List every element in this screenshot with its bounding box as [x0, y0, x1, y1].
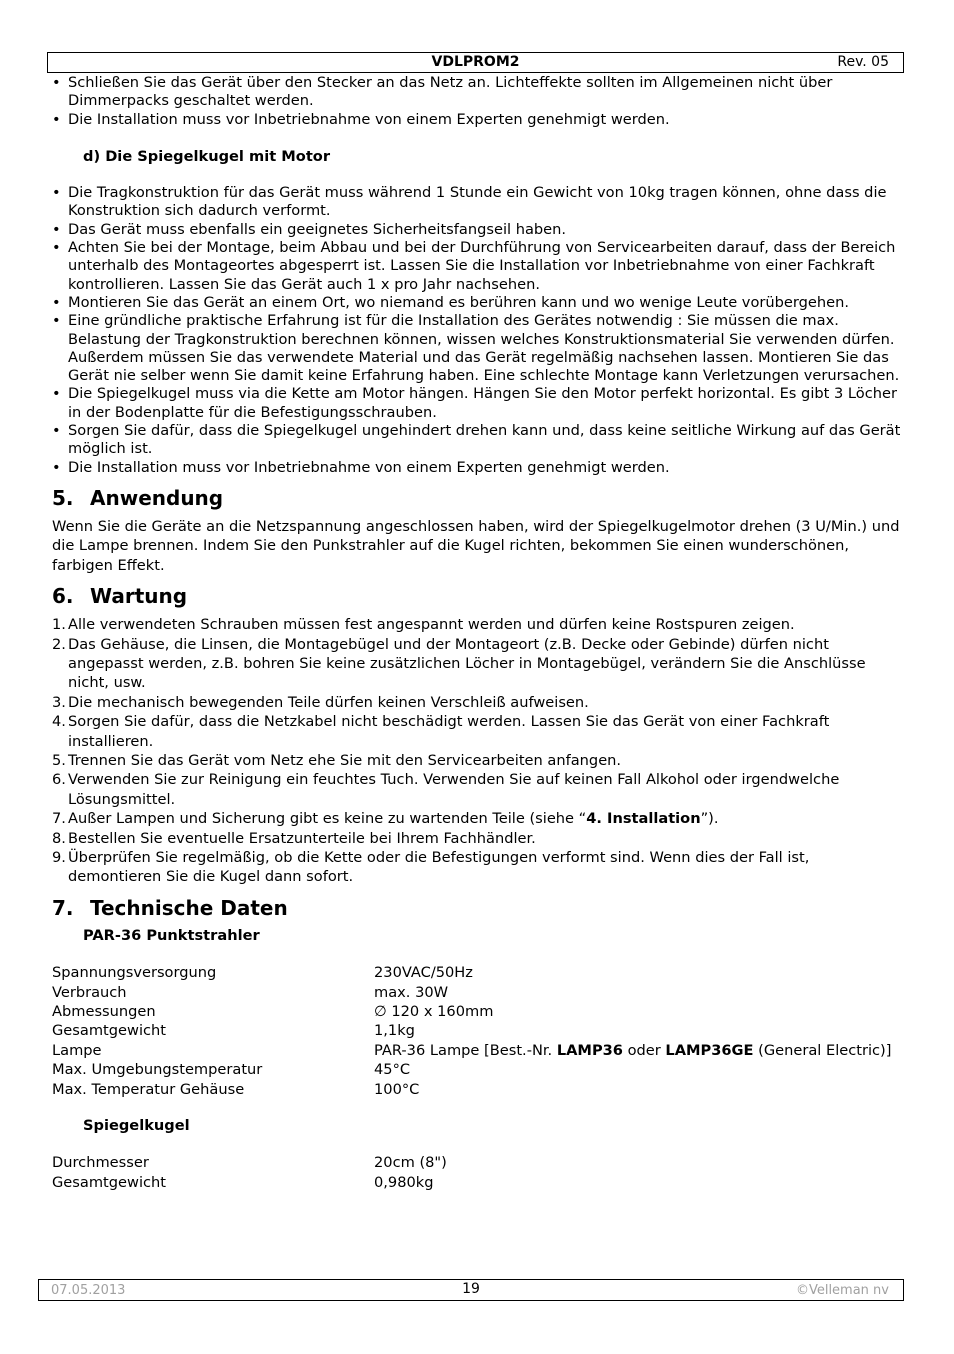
- list-item: • Sorgen Sie dafür, dass die Spiegelkugel ungehindert drehen kann und, dass keine seitliche Wirkung auf das Gerät möglich ist.: [52, 422, 904, 459]
- table-row: Durchmesser 20cm (8"): [52, 1154, 447, 1172]
- list-item: 6. Verwenden Sie zur Reinigung ein feuchtes Tuch. Verwenden Sie auf keinen Fall Alkohol oder irgendwelche Lösungsmittel.: [52, 771, 840, 808]
- section-number: 5.: [52, 485, 74, 510]
- section-paragraph: Wenn Sie die Geräte an die Netzspannung angeschlossen haben, wird der Spiegelkugelmotor drehen (3 U/Min.) und die Lampe brennen. Indem Sie den Punkstrahler auf die Kugel richten, bekommen Sie einen wunderschönen, farbigen Effekt.: [52, 517, 900, 574]
- list-item: • Das Gerät muss ebenfalls ein geeignetes Sicherheitsfangseil haben.: [52, 221, 904, 239]
- table-row: Verbrauch max. 30W: [52, 983, 449, 1001]
- section-title: Wartung: [90, 584, 188, 609]
- document-body: [52, 74, 904, 1200]
- list-item: • Die Tragkonstruktion für das Gerät muss während 1 Stunde ein Gewicht von 10kg tragen können, ohne dass die Konstruktion sich dadurch verformt.: [52, 184, 904, 221]
- list-item: 9. Überprüfen Sie regelmäßig, ob die Kette oder die Befestigungen verformt sind. Wenn dies der Fall ist, demontieren Sie die Kugel dann sofort.: [52, 849, 810, 886]
- list-item: 8. Bestellen Sie eventuelle Ersatzunterteile bei Ihrem Fachhändler.: [52, 829, 536, 847]
- spec-table-par36: [52, 963, 904, 1099]
- list-item: 5. Trennen Sie das Gerät vom Netz ehe Sie mit den Servicearbeiten anfangen.: [52, 752, 622, 769]
- section-heading-anwendung: [52, 485, 904, 511]
- list-item: 1. Alle verwendeten Schrauben müssen fest angespannt werden und dürfen keine Rostspuren zeigen.: [52, 616, 795, 634]
- page-footer: [38, 1279, 904, 1301]
- list-item: • Eine gründliche praktische Erfahrung ist für die Installation des Gerätes notwendig : Sie müssen die max. Belastung der Tragkonstruktion berechnen können, wissen welches Konstruktionsmaterial Sie verwenden dürfen. Außerdem müssen Sie das verwendete Material und das Gerät regelmäßig nachsehen lassen. Montieren Sie das Gerät nie selber wenn Sie damit keine Erfahrung haben. Eine schlechte Montage kann Verletzungen verursachen.: [52, 312, 904, 385]
- list-item: 3. Die mechanisch bewegenden Teile dürfen keinen Verschleiß aufweisen.: [52, 693, 589, 711]
- footer-date: 07.05.2013: [51, 1283, 126, 1298]
- part-number: LAMP36GE: [665, 1041, 754, 1059]
- section-heading-wartung: [52, 583, 904, 609]
- table-row: Abmessungen ∅ 120 x 160mm: [52, 1002, 494, 1020]
- list-item: • Schließen Sie das Gerät über den Stecker an das Netz an. Lichteffekte sollten im Allgemeinen nicht über Dimmerpacks geschaltet werden.: [52, 74, 904, 111]
- page-header: [47, 52, 904, 73]
- spec-subheading-par36: PAR-36 Punktstrahler: [83, 926, 260, 944]
- spec-subheading-mirrorball: Spiegelkugel: [83, 1116, 190, 1134]
- table-row: Max. Temperatur Gehäuse 100°C: [52, 1080, 420, 1098]
- table-row: Max. Umgebungstemperatur 45°C: [52, 1061, 411, 1079]
- table-row: Gesamtgewicht 0,980kg: [52, 1173, 434, 1191]
- subsection-heading: d) Die Spiegelkugel mit Motor: [83, 147, 331, 165]
- part-number: LAMP36: [556, 1041, 623, 1059]
- list-item: • Die Installation muss vor Inbetriebnahme von einem Experten genehmigt werden.: [52, 459, 904, 477]
- spec-table-mirrorball: [52, 1153, 904, 1192]
- list-item: • Montieren Sie das Gerät an einem Ort, wo niemand es berühren kann und wo wenige Leute vorübergehen.: [52, 294, 904, 312]
- table-row: Lampe PAR-36 Lampe [Best.-Nr. LAMP36 oder LAMP36GE (General Electric)]: [52, 1041, 892, 1059]
- footer-copyright: ©Velleman nv: [795, 1283, 889, 1298]
- maintenance-list: [52, 615, 904, 887]
- list-item: • Die Installation muss vor Inbetriebnahme von einem Experten genehmigt werden.: [52, 111, 904, 129]
- list-item: 7. Außer Lampen und Sicherung gibt es keine zu wartenden Teile (siehe “4. Installation”).: [52, 810, 719, 828]
- list-item: • Achten Sie bei der Montage, beim Abbau und bei der Durchführung von Servicearbeiten darauf, dass der Bereich unterhalb des Montageortes abgesperrt ist. Lassen Sie die Installation vor Inbetriebnahme von einer Fachkraft kontrollieren. Lassen Sie das Gerät auch 1 x pro Jahr nachsehen.: [52, 239, 904, 294]
- list-item: 4. Sorgen Sie dafür, dass die Netzkabel nicht beschädigt werden. Lassen Sie das Gerät von einer Fachkraft installieren.: [52, 713, 830, 750]
- revision-label: Rev. 05: [837, 54, 889, 70]
- section-number: 7.: [52, 895, 74, 920]
- document-code: VDLPROM2: [431, 54, 520, 70]
- list-item: 2. Das Gehäuse, die Linsen, die Montagebügel und der Montageort (z.B. Decke oder Gebinde) dürfen nicht angepasst werden, z.B. bohren Sie keine zusätzlichen Löcher in Montagebügel, verändern Sie die Anschlüsse nicht, usw.: [52, 635, 866, 692]
- table-row: Spannungsversorgung 230VAC/50Hz: [52, 964, 473, 982]
- page-number: 19: [462, 1281, 480, 1297]
- table-row: Gesamtgewicht 1,1kg: [52, 1022, 415, 1040]
- section-title: Anwendung: [90, 485, 224, 510]
- section-number: 6.: [52, 584, 74, 609]
- intro-bullet-list: [52, 74, 904, 129]
- list-item: • Die Spiegelkugel muss via die Kette am Motor hängen. Hängen Sie den Motor perfekt horizontal. Es gibt 3 Löcher in der Bodenplatte für die Befestigungsschrauben.: [52, 385, 904, 422]
- section-heading-technische-daten: [52, 895, 904, 921]
- section-title: Technische Daten: [90, 895, 288, 920]
- mirrorball-bullet-list: [52, 184, 904, 477]
- cross-reference: 4. Installation: [586, 810, 701, 828]
